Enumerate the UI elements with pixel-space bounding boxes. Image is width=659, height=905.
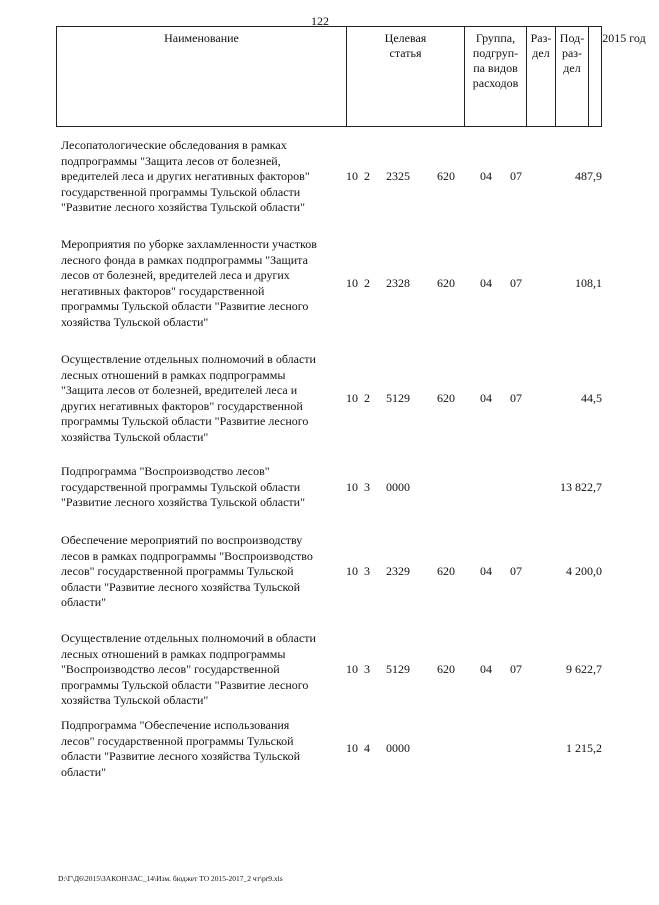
row-name-line: Осуществление отдельных полномочий в области: [61, 352, 316, 366]
header-name: Наименование: [57, 27, 347, 126]
amount-2015: 13 822,7: [560, 479, 602, 494]
code-subprogram: 3: [364, 662, 370, 676]
code-program: 10: [346, 169, 358, 183]
page-number: 122: [311, 14, 329, 28]
section: 04: [480, 564, 492, 578]
amount-2015: 4 200,0: [566, 564, 602, 578]
row-name-line: государственной программы Тульской области: [61, 479, 301, 494]
code-direction: 0000: [386, 479, 410, 494]
header-section: Раз- дел: [527, 27, 556, 126]
row-name-line: подпрограммы "Защита лесов от болезней,: [61, 153, 281, 168]
section: 04: [480, 662, 492, 676]
row-name-line: Лесопатологические обследования в рамках: [61, 138, 287, 152]
subsection: 07: [510, 275, 522, 290]
amount-2015: 9 622,7: [566, 662, 602, 676]
row-name-line: Обеспечение мероприятий по воспроизводству: [61, 533, 303, 547]
table-row: [0, 718, 640, 780]
code-program: 10: [346, 564, 358, 578]
code-program: 10: [346, 662, 358, 676]
code-subprogram: 3: [364, 564, 370, 578]
section: 04: [480, 275, 492, 290]
row-name-line: Подпрограмма "Воспроизводство лесов": [61, 464, 270, 478]
subsection: 07: [510, 662, 522, 676]
code-program: 10: [346, 390, 358, 405]
row-name-line: "Защита лесов от болезней, вредителей леса и: [61, 383, 298, 397]
expense-group: 620: [437, 390, 455, 405]
row-name: [61, 138, 351, 216]
header-expense-group: Группа, подгруп- па видов расходов: [465, 27, 527, 126]
code-direction: 2328: [386, 275, 410, 290]
code-direction: 5129: [386, 662, 410, 676]
code-program: 10: [346, 741, 358, 756]
expense-group: 620: [437, 275, 455, 290]
header-target-article: Целевая статья: [347, 27, 465, 126]
row-name-line: лесов" государственной программы Тульской: [61, 564, 294, 578]
table-row: [0, 464, 640, 511]
row-name-line: "Воспроизводство лесов" государственной: [61, 662, 280, 676]
row-name: [61, 533, 351, 611]
table-row: [0, 631, 640, 709]
row-name-line: программы Тульской области "Развитие лесного: [61, 299, 309, 313]
header-subsection: Под- раз- дел: [556, 27, 589, 126]
code-subprogram: 2: [364, 275, 370, 290]
row-name: [61, 237, 351, 330]
row-name-line: "Развитие лесного хозяйства Тульской области": [61, 200, 305, 214]
row-name-line: других негативных факторов" государственной: [61, 398, 303, 413]
row-name: [61, 352, 351, 445]
row-name-line: лесных отношений в рамках подпрограммы: [61, 367, 286, 382]
row-name-line: хозяйства Тульской области": [61, 429, 209, 444]
row-name-line: области": [61, 764, 107, 779]
header-year: 2015 год: [602, 31, 646, 45]
subsection: 07: [510, 390, 522, 405]
code-subprogram: 3: [364, 479, 370, 494]
row-name-line: Осуществление отдельных полномочий в области: [61, 631, 316, 645]
code-direction: 2325: [386, 169, 410, 183]
code-subprogram: 2: [364, 390, 370, 405]
row-name: [61, 464, 351, 511]
row-name-line: хозяйства Тульской области": [61, 693, 209, 707]
row-name-line: программы Тульской области "Развитие лесного: [61, 414, 309, 428]
row-name-line: "Развитие лесного хозяйства Тульской области": [61, 495, 305, 509]
file-path-footer: D:\Г\Д6\2015\ЗАКОН\ЗАС_14\Изм. бюджет ТО 2015-2017_2 чт\pr9.xls: [58, 874, 283, 883]
code-subprogram: 4: [364, 741, 370, 756]
row-name-line: Мероприятия по уборке захламленности участков: [61, 237, 317, 251]
code-program: 10: [346, 275, 358, 290]
code-direction: 0000: [386, 741, 410, 756]
expense-group: 620: [437, 564, 455, 578]
code-program: 10: [346, 479, 358, 494]
row-name-line: вредителей леса и других негативных факторов": [61, 169, 310, 183]
row-name-line: лесного фонда в рамках подпрограммы "Защита: [61, 252, 308, 267]
row-name-line: программы Тульской области "Развитие лесного: [61, 677, 309, 692]
amount-2015: 108,1: [575, 275, 602, 290]
row-name-line: области "Развитие лесного хозяйства Тульской: [61, 749, 301, 763]
table-row: [0, 138, 640, 216]
amount-2015: 44,5: [581, 390, 602, 405]
row-name-line: негативных факторов" государственной: [61, 283, 265, 298]
expense-group: 620: [437, 662, 455, 676]
row-name-line: области "Развитие лесного хозяйства Тульской: [61, 579, 301, 594]
row-name: [61, 631, 351, 709]
code-direction: 2329: [386, 564, 410, 578]
section: 04: [480, 390, 492, 405]
table-header: [56, 26, 646, 127]
row-name-line: лесов" государственной программы Тульской: [61, 733, 294, 748]
row-name-line: Подпрограмма "Обеспечение использования: [61, 718, 290, 732]
expense-group: 620: [437, 169, 455, 183]
table-row: [0, 352, 640, 445]
row-name-line: лесов от болезней, вредителей леса и других: [61, 268, 290, 282]
amount-2015: 487,9: [575, 169, 602, 183]
row-name-line: области": [61, 595, 107, 609]
row-name-line: лесов в рамках подпрограммы "Воспроизводство: [61, 548, 313, 563]
row-name-line: государственной программы Тульской области: [61, 184, 301, 199]
table-row: [0, 237, 640, 330]
code-subprogram: 2: [364, 169, 370, 183]
subsection: 07: [510, 169, 522, 183]
row-name: [61, 718, 351, 780]
row-name-line: хозяйства Тульской области": [61, 314, 209, 329]
amount-2015: 1 215,2: [566, 741, 602, 756]
section: 04: [480, 169, 492, 183]
subsection: 07: [510, 564, 522, 578]
code-direction: 5129: [386, 390, 410, 405]
row-name-line: лесных отношений в рамках подпрограммы: [61, 646, 286, 661]
table-row: [0, 533, 640, 611]
